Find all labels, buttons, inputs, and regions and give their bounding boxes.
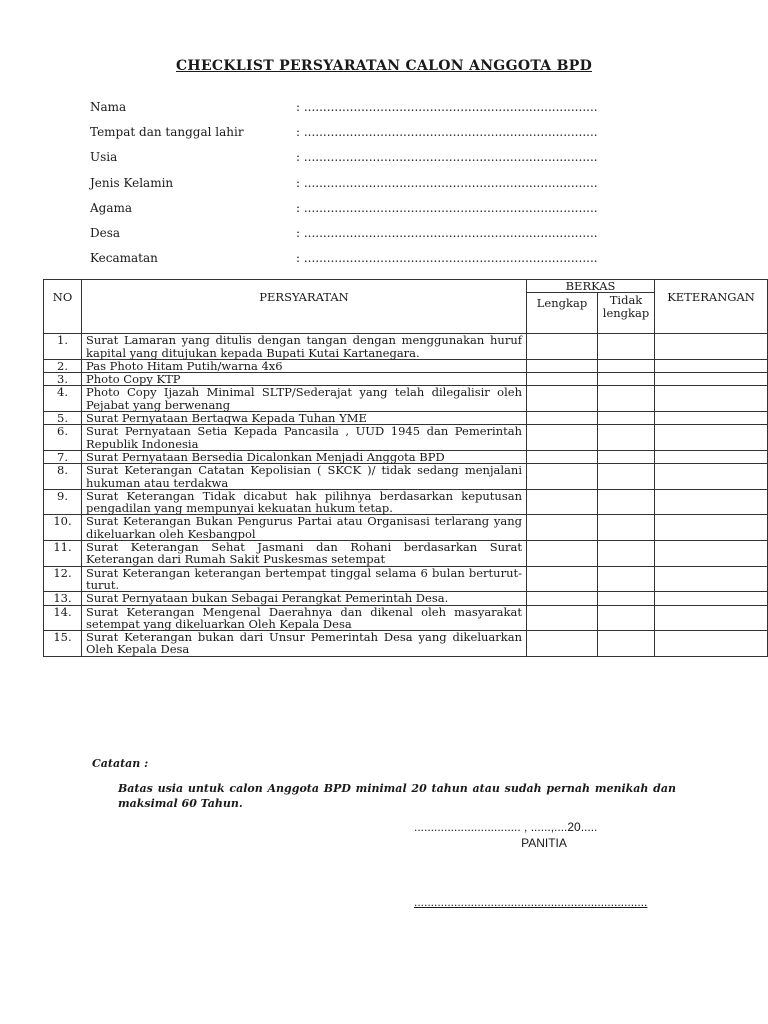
row-number: 2. bbox=[44, 359, 82, 372]
incomplete-checkbox-cell[interactable] bbox=[598, 489, 655, 515]
remarks-cell[interactable] bbox=[655, 541, 768, 567]
row-requirement: Surat Keterangan Mengenal Daerahnya dan dikenal oleh masyarakat setempat yang dikeluarkan Oleh Kepala Desa bbox=[82, 605, 527, 631]
row-number: 3. bbox=[44, 373, 82, 386]
notes-label: Catatan : bbox=[92, 757, 149, 770]
identity-section bbox=[90, 100, 650, 276]
incomplete-checkbox-cell[interactable] bbox=[598, 464, 655, 490]
table-row bbox=[44, 359, 768, 372]
complete-checkbox-cell[interactable] bbox=[527, 515, 598, 541]
complete-checkbox-cell[interactable] bbox=[527, 605, 598, 631]
remarks-cell[interactable] bbox=[655, 359, 768, 372]
identity-field-district bbox=[90, 251, 650, 276]
signature-line: ...................................................................... bbox=[414, 895, 648, 909]
field-label: Agama bbox=[90, 200, 133, 215]
table-row bbox=[44, 373, 768, 386]
row-number: 4. bbox=[44, 386, 82, 412]
remarks-cell[interactable] bbox=[655, 566, 768, 592]
complete-checkbox-cell[interactable] bbox=[527, 450, 598, 463]
header-files: BERKAS bbox=[527, 280, 655, 293]
row-number: 11. bbox=[44, 541, 82, 567]
incomplete-checkbox-cell[interactable] bbox=[598, 373, 655, 386]
table-row bbox=[44, 464, 768, 490]
row-requirement: Surat Pernyataan Bersedia Dicalonkan Menjadi Anggota BPD bbox=[82, 450, 527, 463]
row-requirement: Surat Lamaran yang ditulis dengan tangan dengan menggunakan huruf kapital yang ditujukan kepada Bupati Kutai Kartanegara. bbox=[82, 334, 527, 360]
row-number: 14. bbox=[44, 605, 82, 631]
row-number: 12. bbox=[44, 566, 82, 592]
field-blank[interactable]: : ............................................................................. bbox=[296, 100, 598, 114]
row-requirement: Surat Keterangan bukan dari Unsur Pemerintah Desa yang dikeluarkan Oleh Kepala Desa bbox=[82, 631, 527, 657]
incomplete-checkbox-cell[interactable] bbox=[598, 425, 655, 451]
table-row bbox=[44, 334, 768, 360]
field-label: Kecamatan bbox=[90, 251, 158, 266]
complete-checkbox-cell[interactable] bbox=[527, 464, 598, 490]
field-label: Jenis Kelamin bbox=[90, 175, 174, 190]
row-number: 6. bbox=[44, 425, 82, 451]
field-label: Usia bbox=[90, 150, 118, 165]
table-row bbox=[44, 605, 768, 631]
table-row bbox=[44, 515, 768, 541]
incomplete-checkbox-cell[interactable] bbox=[598, 450, 655, 463]
complete-checkbox-cell[interactable] bbox=[527, 334, 598, 360]
row-requirement: Surat Pernyataan Setia Kepada Pancasila , UUD 1945 dan Pemerintah Republik Indonesia bbox=[82, 425, 527, 451]
row-number: 8. bbox=[44, 464, 82, 490]
complete-checkbox-cell[interactable] bbox=[527, 425, 598, 451]
incomplete-checkbox-cell[interactable] bbox=[598, 605, 655, 631]
row-requirement: Pas Photo Hitam Putih/warna 4x6 bbox=[82, 359, 527, 372]
remarks-cell[interactable] bbox=[655, 450, 768, 463]
identity-field-village bbox=[90, 226, 650, 251]
complete-checkbox-cell[interactable] bbox=[527, 359, 598, 372]
complete-checkbox-cell[interactable] bbox=[527, 631, 598, 657]
table-row bbox=[44, 566, 768, 592]
remarks-cell[interactable] bbox=[655, 605, 768, 631]
header-incomplete: Tidak lengkap bbox=[598, 293, 655, 334]
row-number: 1. bbox=[44, 334, 82, 360]
field-blank[interactable]: : ............................................................................. bbox=[296, 251, 598, 266]
identity-field-gender bbox=[90, 176, 650, 201]
field-blank[interactable]: : ............................................................................. bbox=[296, 175, 598, 190]
incomplete-checkbox-cell[interactable] bbox=[598, 359, 655, 372]
header-remarks: KETERANGAN bbox=[655, 280, 768, 334]
remarks-cell[interactable] bbox=[655, 515, 768, 541]
incomplete-checkbox-cell[interactable] bbox=[598, 334, 655, 360]
row-number: 7. bbox=[44, 450, 82, 463]
row-requirement: Surat Keterangan Sehat Jasmani dan Rohani berdasarkan Surat Keterangan dari Rumah Sakit Puskesmas setempat bbox=[82, 541, 527, 567]
remarks-cell[interactable] bbox=[655, 464, 768, 490]
row-requirement: Surat Pernyataan bukan Sebagai Perangkat Pemerintah Desa. bbox=[82, 592, 527, 605]
field-label: Nama bbox=[90, 100, 127, 114]
notes-text: Batas usia untuk calon Anggota BPD minimal 20 tahun atau sudah pernah menikah dan maksimal 60 Tahun. bbox=[118, 782, 676, 810]
remarks-cell[interactable] bbox=[655, 412, 768, 425]
table-row bbox=[44, 450, 768, 463]
header-no: NO bbox=[44, 280, 82, 334]
row-number: 13. bbox=[44, 592, 82, 605]
complete-checkbox-cell[interactable] bbox=[527, 412, 598, 425]
table-row bbox=[44, 592, 768, 605]
table-row bbox=[44, 425, 768, 451]
row-requirement: Surat Keterangan Catatan Kepolisian ( SKCK )/ tidak sedang menjalani hukuman atau terdakwa bbox=[82, 464, 527, 490]
row-requirement: Photo Copy KTP bbox=[82, 373, 527, 386]
field-label: Tempat dan tanggal lahir bbox=[90, 125, 244, 140]
signature-role: PANITIA bbox=[521, 836, 567, 850]
remarks-cell[interactable] bbox=[655, 631, 768, 657]
header-requirement: PERSYARATAN bbox=[82, 280, 527, 334]
remarks-cell[interactable] bbox=[655, 489, 768, 515]
document-title: CHECKLIST PERSYARATAN CALON ANGGOTA BPD bbox=[175, 58, 593, 74]
incomplete-checkbox-cell[interactable] bbox=[598, 592, 655, 605]
signature-place-date: ................................ , ......,....20..... bbox=[414, 820, 598, 834]
row-requirement: Photo Copy Ijazah Minimal SLTP/Sederajat yang telah dilegalisir oleh Pejabat yang berwenang bbox=[82, 386, 527, 412]
table-row bbox=[44, 631, 768, 657]
header-complete: Lengkap bbox=[527, 293, 598, 334]
field-blank[interactable]: : ............................................................................. bbox=[296, 225, 598, 240]
row-number: 9. bbox=[44, 489, 82, 515]
field-blank[interactable]: : ............................................................................. bbox=[296, 200, 598, 215]
row-requirement: Surat Keterangan Bukan Pengurus Partai atau Organisasi terlarang yang dikeluarkan oleh Kesbangpol bbox=[82, 515, 527, 541]
row-requirement: Surat Keterangan Tidak dicabut hak pilihnya berdasarkan keputusan pengadilan yang mempunyai kekuatan hukum tetap. bbox=[82, 489, 527, 515]
identity-field-age bbox=[90, 150, 650, 175]
complete-checkbox-cell[interactable] bbox=[527, 592, 598, 605]
incomplete-checkbox-cell[interactable] bbox=[598, 541, 655, 567]
row-number: 10. bbox=[44, 515, 82, 541]
field-blank[interactable]: : ............................................................................. bbox=[296, 125, 598, 140]
complete-checkbox-cell[interactable] bbox=[527, 489, 598, 515]
complete-checkbox-cell[interactable] bbox=[527, 541, 598, 567]
table-row bbox=[44, 489, 768, 515]
requirements-body bbox=[44, 334, 768, 656]
field-blank[interactable]: : ............................................................................. bbox=[296, 150, 598, 165]
incomplete-checkbox-cell[interactable] bbox=[598, 631, 655, 657]
requirements-table bbox=[43, 279, 768, 657]
table-row bbox=[44, 386, 768, 412]
remarks-cell[interactable] bbox=[655, 334, 768, 360]
remarks-cell[interactable] bbox=[655, 425, 768, 451]
remarks-cell[interactable] bbox=[655, 592, 768, 605]
complete-checkbox-cell[interactable] bbox=[527, 566, 598, 592]
identity-field-religion bbox=[90, 201, 650, 226]
incomplete-checkbox-cell[interactable] bbox=[598, 412, 655, 425]
incomplete-checkbox-cell[interactable] bbox=[598, 386, 655, 412]
remarks-cell[interactable] bbox=[655, 373, 768, 386]
row-number: 15. bbox=[44, 631, 82, 657]
incomplete-checkbox-cell[interactable] bbox=[598, 515, 655, 541]
complete-checkbox-cell[interactable] bbox=[527, 373, 598, 386]
field-label: Desa bbox=[90, 225, 121, 240]
complete-checkbox-cell[interactable] bbox=[527, 386, 598, 412]
remarks-cell[interactable] bbox=[655, 386, 768, 412]
row-requirement: Surat Keterangan keterangan bertempat tinggal selama 6 bulan berturut-turut. bbox=[82, 566, 527, 592]
row-number: 5. bbox=[44, 412, 82, 425]
table-row bbox=[44, 412, 768, 425]
identity-field-name bbox=[90, 100, 650, 125]
table-row bbox=[44, 541, 768, 567]
row-requirement: Surat Pernyataan Bertaqwa Kepada Tuhan YME bbox=[82, 412, 527, 425]
incomplete-checkbox-cell[interactable] bbox=[598, 566, 655, 592]
identity-field-birthplace-date bbox=[90, 125, 650, 150]
